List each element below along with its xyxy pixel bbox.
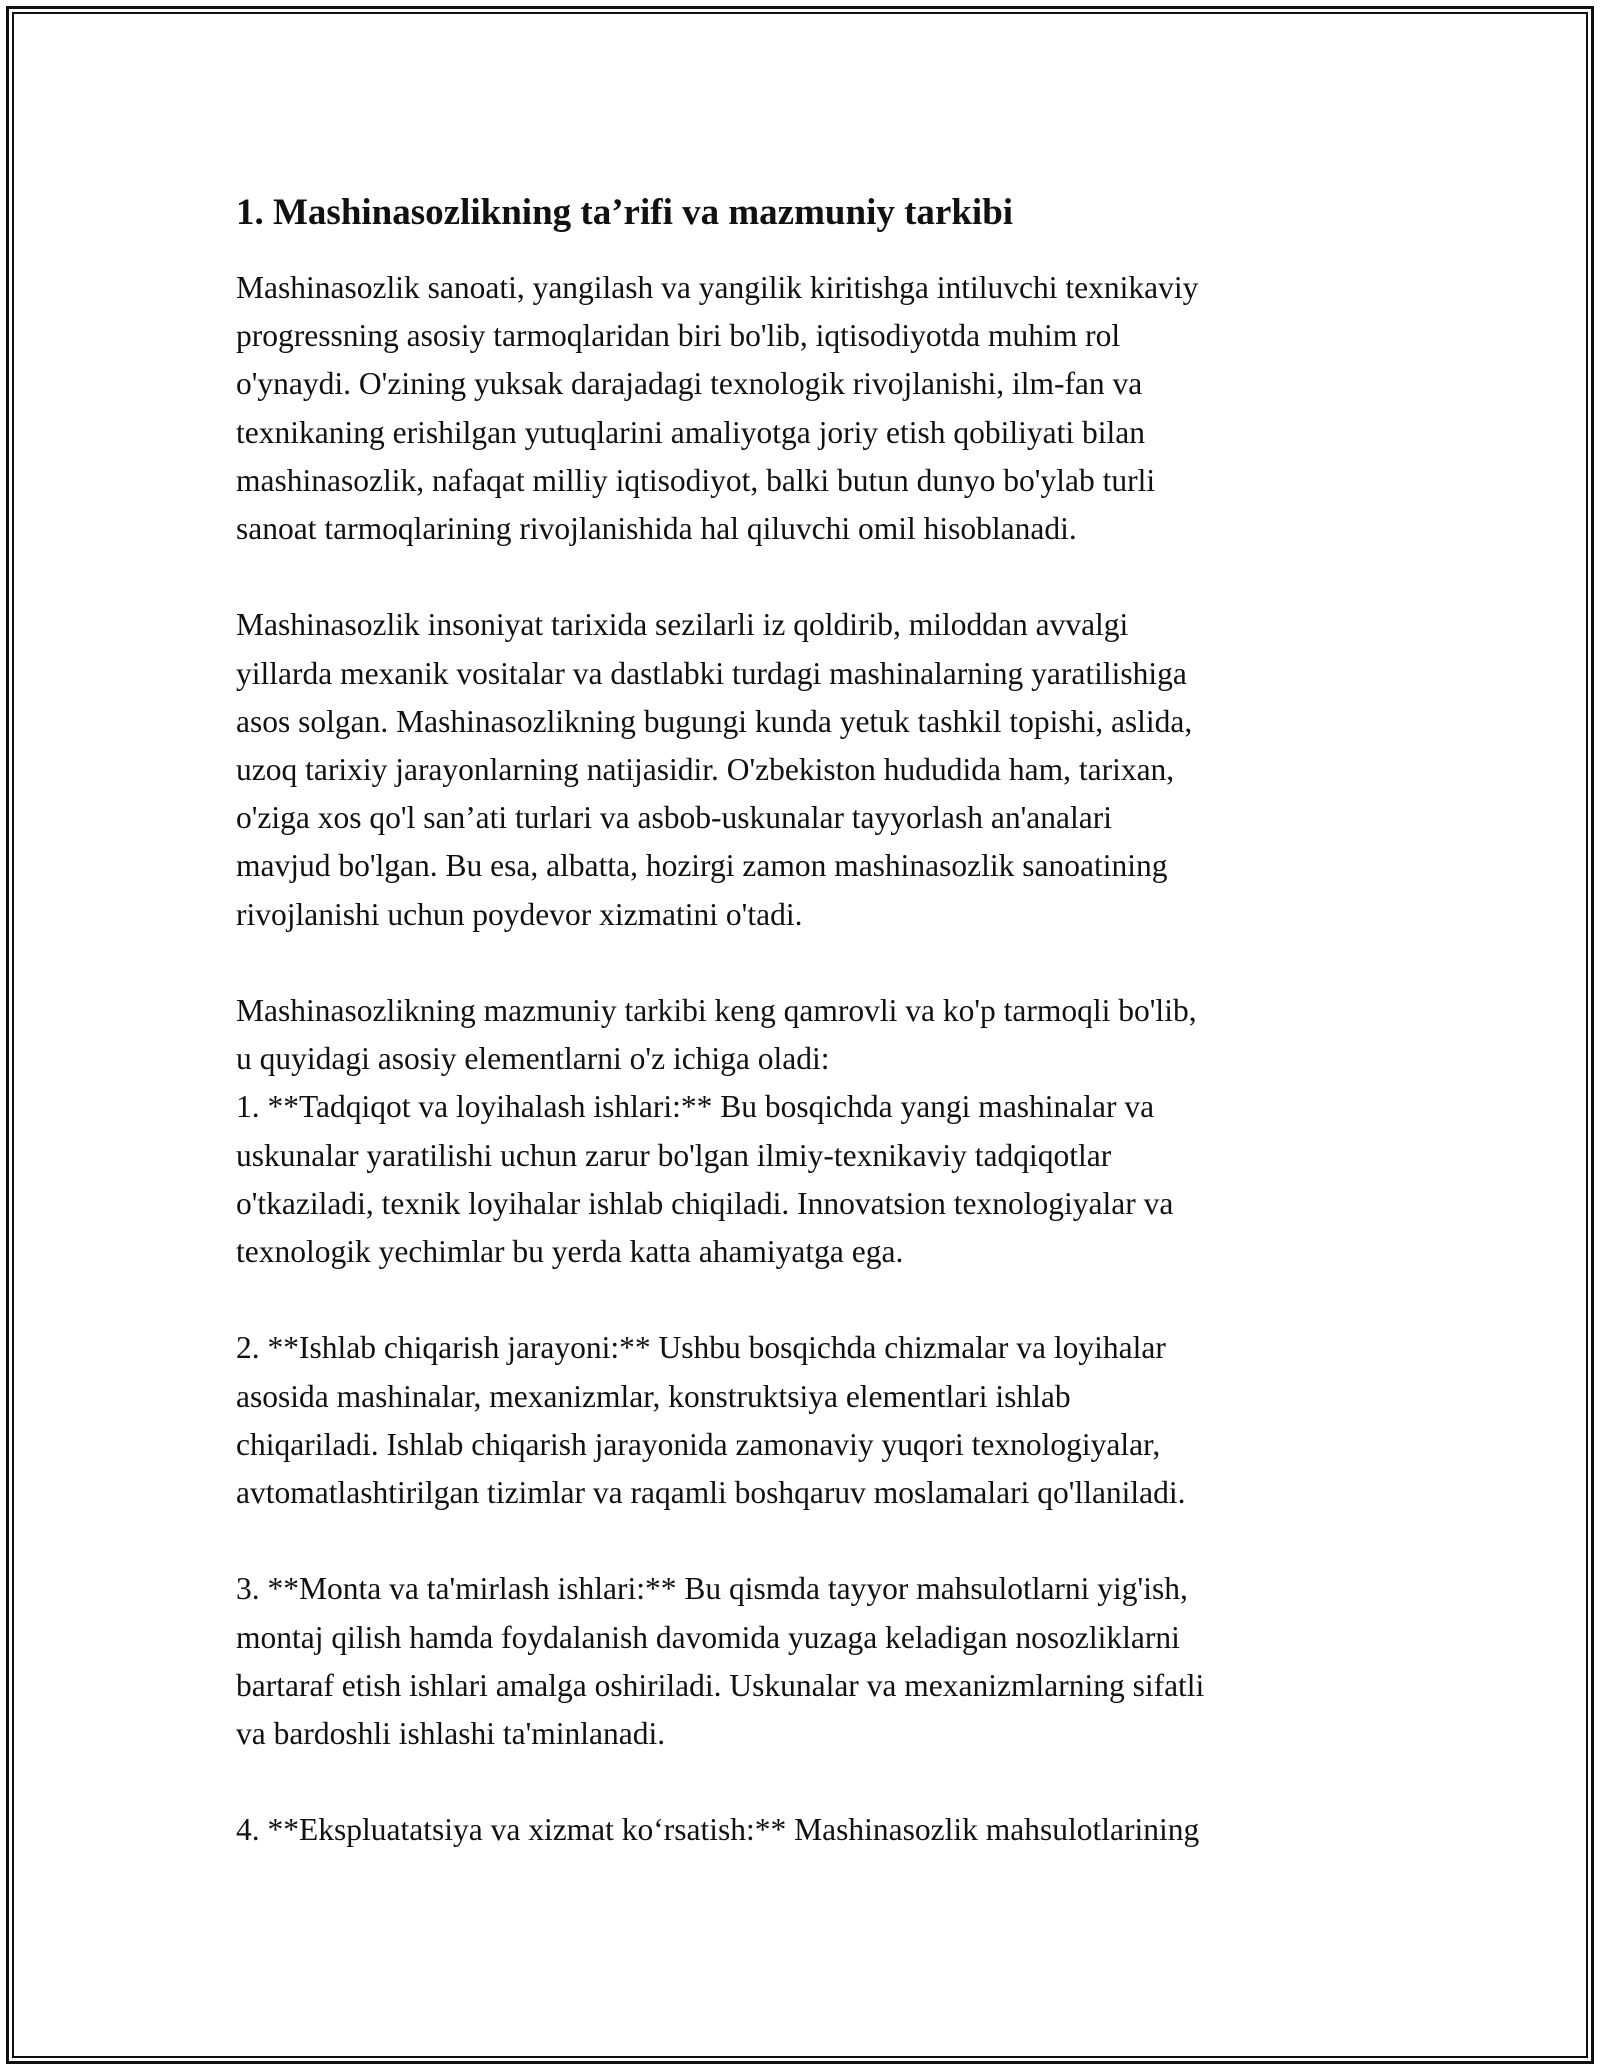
text-line: texnikaning erishilgan yutuqlarini amaliyotga joriy etish qobiliyati bilan — [236, 414, 1145, 450]
text-line: mavjud bo'lgan. Bu esa, albatta, hozirgi zamon mashinasozlik sanoatining — [236, 848, 1168, 884]
list-item-research: 1. **Tadqiqot va loyihalash ishlari:** Bu bosqichda yangi mashinalar va — [236, 1089, 1155, 1125]
text-line: o'tkaziladi, texnik loyihalar ishlab chiqiladi. Innovatsion texnologiyalar va — [236, 1185, 1174, 1221]
paragraph-history — [236, 601, 1376, 938]
text-line: Mashinasozlik sanoati, yangilash va yangilik kiritishga intiluvchi texnikaviy — [236, 270, 1199, 305]
text-line: mashinasozlik, nafaqat milliy iqtisodiyot, balki butun dunyo bo'ylab turli — [236, 462, 1156, 498]
text-line: Mashinasozlik insoniyat tarixida sezilarli iz qoldirib, miloddan avvalgi — [236, 607, 1129, 643]
text-line: asosida mashinalar, mexanizmlar, konstruktsiya elementlari ishlab — [236, 1378, 1071, 1414]
text-line: asos solgan. Mashinasozlikning bugungi kunda yetuk tashkil topishi, aslida, — [236, 703, 1193, 739]
text-line: chiqariladi. Ishlab chiqarish jarayonida zamonaviy yuqori texnologiyalar, — [236, 1426, 1161, 1462]
paragraph-spacer — [236, 1276, 1376, 1324]
section-heading: 1. Mashinasozlikning ta’rifi va mazmuniy tarkibi — [236, 192, 1014, 233]
paragraph-intro — [236, 264, 1376, 553]
paragraph-spacer — [236, 1517, 1376, 1565]
text-line: o'ziga xos qo'l san’ati turlari va asbob-uskunalar tayyorlash an'analari — [236, 800, 1112, 836]
text-line: va bardoshli ishlashi ta'minlanadi. — [236, 1716, 666, 1752]
paragraph-structure — [236, 987, 1376, 1276]
paragraph-spacer — [236, 553, 1376, 601]
text-line: progressning asosiy tarmoqlaridan biri bo'lib, iqtisodiyotda muhim rol — [236, 318, 1121, 354]
text-line: u quyidagi asosiy elementlarni o'z ichiga oladi: — [236, 1041, 830, 1077]
list-item-assembly — [236, 1565, 1376, 1758]
text-line: Mashinasozlikning mazmuniy tarkibi keng qamrovli va ko'p tarmoqli bo'lib, — [236, 993, 1197, 1029]
text-line: yillarda mexanik vositalar va dastlabki turdagi mashinalarning yaratilishiga — [236, 655, 1187, 691]
text-line: avtomatlashtirilgan tizimlar va raqamli boshqaruv moslamalari qo'llaniladi. — [236, 1475, 1186, 1511]
text-line: 4. **Ekspluatatsiya va xizmat ko‘rsatish:** Mashinasozlik mahsulotlarining — [236, 1812, 1200, 1848]
document-page — [236, 182, 1376, 1855]
text-line: o'ynaydi. O'zining yuksak darajadagi texnologik rivojlanishi, ilm-fan va — [236, 366, 1143, 402]
text-line: uzoq tarixiy jarayonlarning natijasidir. O'zbekiston hududida ham, tarixan, — [236, 752, 1175, 788]
text-line: 3. **Monta va ta'mirlash ishlari:** Bu qismda tayyor mahsulotlarni yig'ish, — [236, 1571, 1188, 1607]
paragraph-spacer — [236, 1758, 1376, 1806]
text-line: rivojlanishi uchun poydevor xizmatini o'tadi. — [236, 896, 803, 932]
text-line: 2. **Ishlab chiqarish jarayoni:** Ushbu bosqichda chizmalar va loyihalar — [236, 1330, 1166, 1366]
list-item-operation — [236, 1806, 1376, 1854]
text-line: texnologik yechimlar bu yerda katta ahamiyatga ega. — [236, 1234, 904, 1270]
text-line: uskunalar yaratilishi uchun zarur bo'lgan ilmiy-texnikaviy tadqiqotlar — [236, 1137, 1112, 1173]
paragraph-spacer — [236, 939, 1376, 987]
text-line: sanoat tarmoqlarining rivojlanishida hal qiluvchi omil hisoblanadi. — [236, 511, 1077, 547]
text-line: bartaraf etish ishlari amalga oshiriladi. Uskunalar va mexanizmlarning sifatli — [236, 1667, 1205, 1703]
text-line: montaj qilish hamda foydalanish davomida yuzaga keladigan nosozliklarni — [236, 1619, 1180, 1655]
list-item-production — [236, 1324, 1376, 1517]
